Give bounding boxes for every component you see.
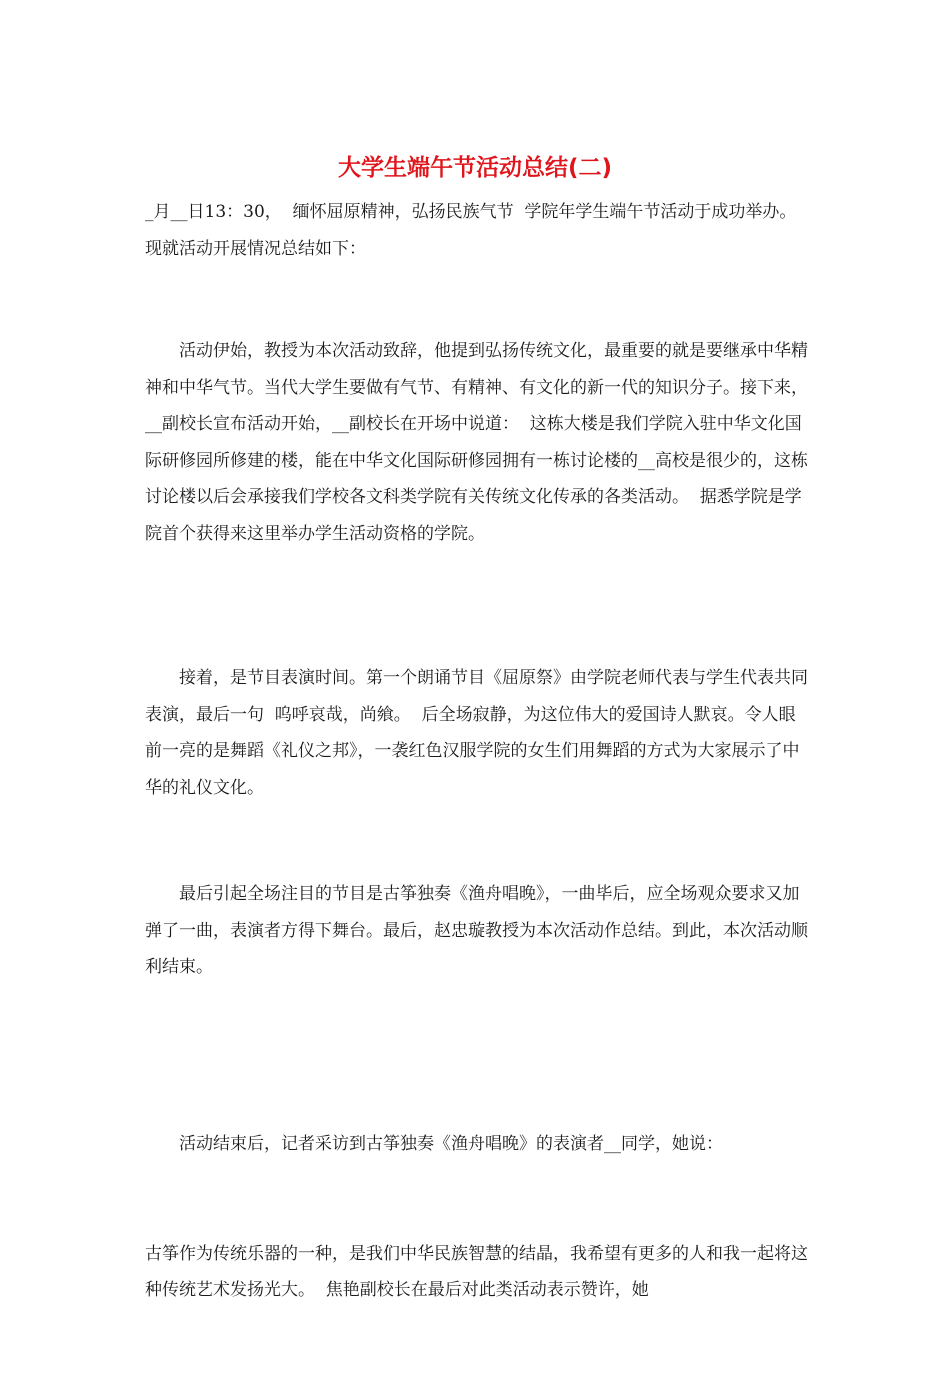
paragraph-interview [145, 1053, 810, 1382]
paragraph-finale: 最后引起全场注目的节目是古筝独奏《渔舟唱晚》，一曲毕后，应全场观众要求又加弹了一曲，表演者方得下舞台。最后，赵忠璇教授为本次活动作总结。到此，本次活动顺利结束。 [145, 884, 808, 977]
document-title: 大学生端午节活动总结(二) [337, 155, 613, 181]
interview-first-line: 活动结束后，记者采访到古筝独奏《渔舟唱晚》的表演者__同学，她说： [179, 1134, 723, 1154]
interview-continuation: 古筝作为传统乐器的一种，是我们中华民族智慧的结晶，我希望有更多的人和我一起将这种传统艺术发扬光大。 焦艳副校长在最后对此类活动表示赞许，她 [145, 1243, 808, 1300]
paragraph-performances: 接着，是节目表演时间。第一个朗诵节目《屈原祭》由学院老师代表与学生代表共同表演，最后一句 呜呼哀哉，尚飨。 后全场寂静，为这位伟大的爱国诗人默哀。令人眼前一亮的是舞蹈《礼仪之邦》，一袭红色汉服学院的女生们用舞蹈的方式为大家展示了中华的礼仪文化。 [145, 668, 808, 798]
intro-paragraph: _月__日13：30， 缅怀屈原精神，弘扬民族气节 学院年学生端午节活动于成功举办。现就活动开展情况总结如下： [145, 202, 797, 259]
paragraph-opening: 活动伊始，教授为本次活动致辞，他提到弘扬传统文化，最重要的就是要继承中华精神和中华气节。当代大学生要做有气节、有精神、有文化的新一代的知识分子。接下来，__副校长宣布活动开始，__副校长在开场中说道： 这栋大楼是我们学院入驻中华文化国际研修园所修建的楼，能在中华文化国际研修园拥有一栋讨论楼的__高校是很少的，这栋讨论楼以后会承接我们学校各文科类学院有关传统文化传承的各类活动。 据悉学院是学院首个获得来这里举办学生活动资格的学院。 [145, 341, 808, 544]
